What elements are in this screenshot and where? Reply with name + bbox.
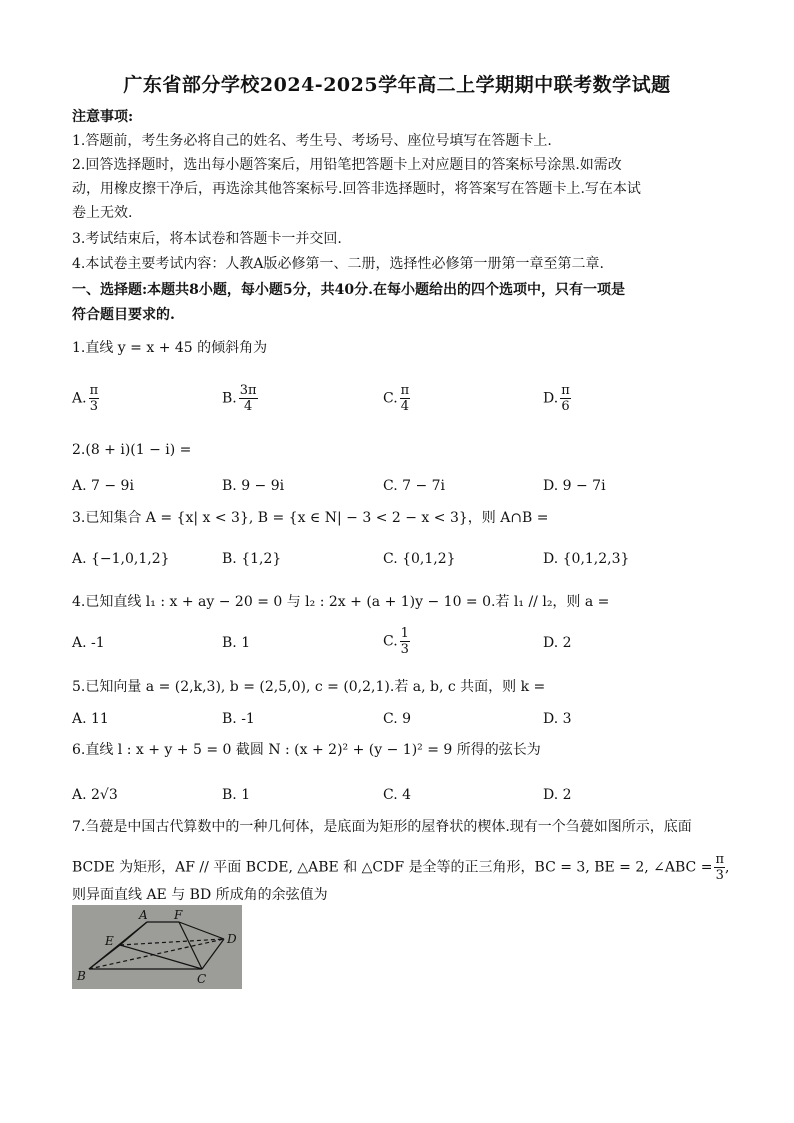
figure-label-b: B [77,969,86,983]
question-4-option-c: C. $\frac{1}{3}$ [383,626,409,657]
notice-item: 动，用橡皮擦干净后，再选涂其他答案标号.回答非选择题时，将答案写在答题卡上.写在本试 [72,181,641,197]
question-2-option-a: A. 7 − 9i [72,478,134,494]
question-2-stem: 2.(8 + i)(1 − i) = [72,442,192,458]
question-5-option-d: D. 3 [543,711,572,727]
question-6-option-b: B. 1 [222,787,251,803]
question-4-option-b: B. 1 [222,635,251,651]
question-6-option-c: C. 4 [383,787,412,803]
question-6-option-a: A. 2√3 [72,787,118,803]
question-1-option-b: B. $\frac{3\pi}{4}$ [222,383,257,414]
question-5-stem: 5.已知向量 a = (2,k,3), b = (2,5,0), c = (0,2,1).若 a, b, c 共面，则 k = [72,679,546,695]
question-1-option-c: C. $\frac{\pi}{4}$ [383,383,410,414]
question-3-stem: 3.已知集合 A = {x| x < 3}, B = {x ∈ N| − 3 < 2 − x < 3}，则 A∩B = [72,510,549,526]
question-4-option-a: A. -1 [72,635,105,651]
question-3-option-d: D. {0,1,2,3} [543,551,630,567]
figure-label-e: E [105,934,114,948]
question-3-option-b: B. {1,2} [222,551,282,567]
question-1-option-a: A. $\frac{\pi}{3}$ [72,383,99,414]
figure-label-a: A [139,908,148,922]
section-heading: 符合题目要求的. [72,307,175,323]
figure-label-d: D [227,932,237,946]
section-heading: 一、选择题:本题共8小题，每小题5分，共40分.在每小题给出的四个选项中，只有一项是 [72,282,626,298]
notice-item: 卷上无效. [72,205,133,221]
notice-item: 2.回答选择题时，选出每小题答案后，用铅笔把答题卡上对应题目的答案标号涂黑.如需改 [72,157,622,173]
question-3-option-a: A. {−1,0,1,2} [72,551,170,567]
question-6-option-d: D. 2 [543,787,572,803]
figure-label-f: F [174,908,183,922]
question-3-option-c: C. {0,1,2} [383,551,456,567]
question-5-option-a: A. 11 [72,711,109,727]
question-2-option-c: C. 7 − 7i [383,478,446,494]
notice-item: 4.本试卷主要考试内容：人教A版必修第一、二册，选择性必修第一册第一章至第二章. [72,256,604,272]
question-5-option-c: C. 9 [383,711,412,727]
question-7-stem: 7.刍甍是中国古代算数中的一种几何体，是底面为矩形的屋脊状的楔体.现有一个刍甍如图所示，底面 [72,819,692,835]
question-4-option-d: D. 2 [543,635,572,651]
question-7-stem: 则异面直线 AE 与 BD 所成角的余弦值为 [72,887,328,903]
figure-label-c: C [197,972,207,986]
question-1-option-d: D. $\frac{\pi}{6}$ [543,383,570,414]
question-4-stem: 4.已知直线 l₁ : x + ay − 20 = 0 与 l₂ : 2x + (a + 1)y − 10 = 0.若 l₁ // l₂，则 a = [72,594,610,610]
question-1-stem: 1.直线 y = x + 45 的倾斜角为 [72,340,268,356]
question-2-option-b: B. 9 − 9i [222,478,285,494]
question-6-stem: 6.直线 l : x + y + 5 = 0 截圆 N : (x + 2)² + (y − 1)² = 9 所得的弦长为 [72,742,541,758]
notice-item: 3.考试结束后，将本试卷和答题卡一并交回. [72,231,342,247]
page-title: 广东省部分学校2024-2025学年高二上学期期中联考数学试题 [123,74,671,96]
question-2-option-d: D. 9 − 7i [543,478,606,494]
chumeng-solid-diagram [72,905,242,989]
question-7-stem: BCDE 为矩形，AF // 平面 BCDE, △ABE 和 △CDF 是全等的正三角形，BC = 3, BE = 2, ∠ABC = $\frac{\pi}{3}$ , [72,852,730,883]
question-5-option-b: B. -1 [222,711,255,727]
notice-item: 1.答题前，考生务必将自己的姓名、考生号、考场号、座位号填写在答题卡上. [72,133,552,149]
question-7-figure [72,905,242,989]
notice-heading: 注意事项: [72,109,134,125]
